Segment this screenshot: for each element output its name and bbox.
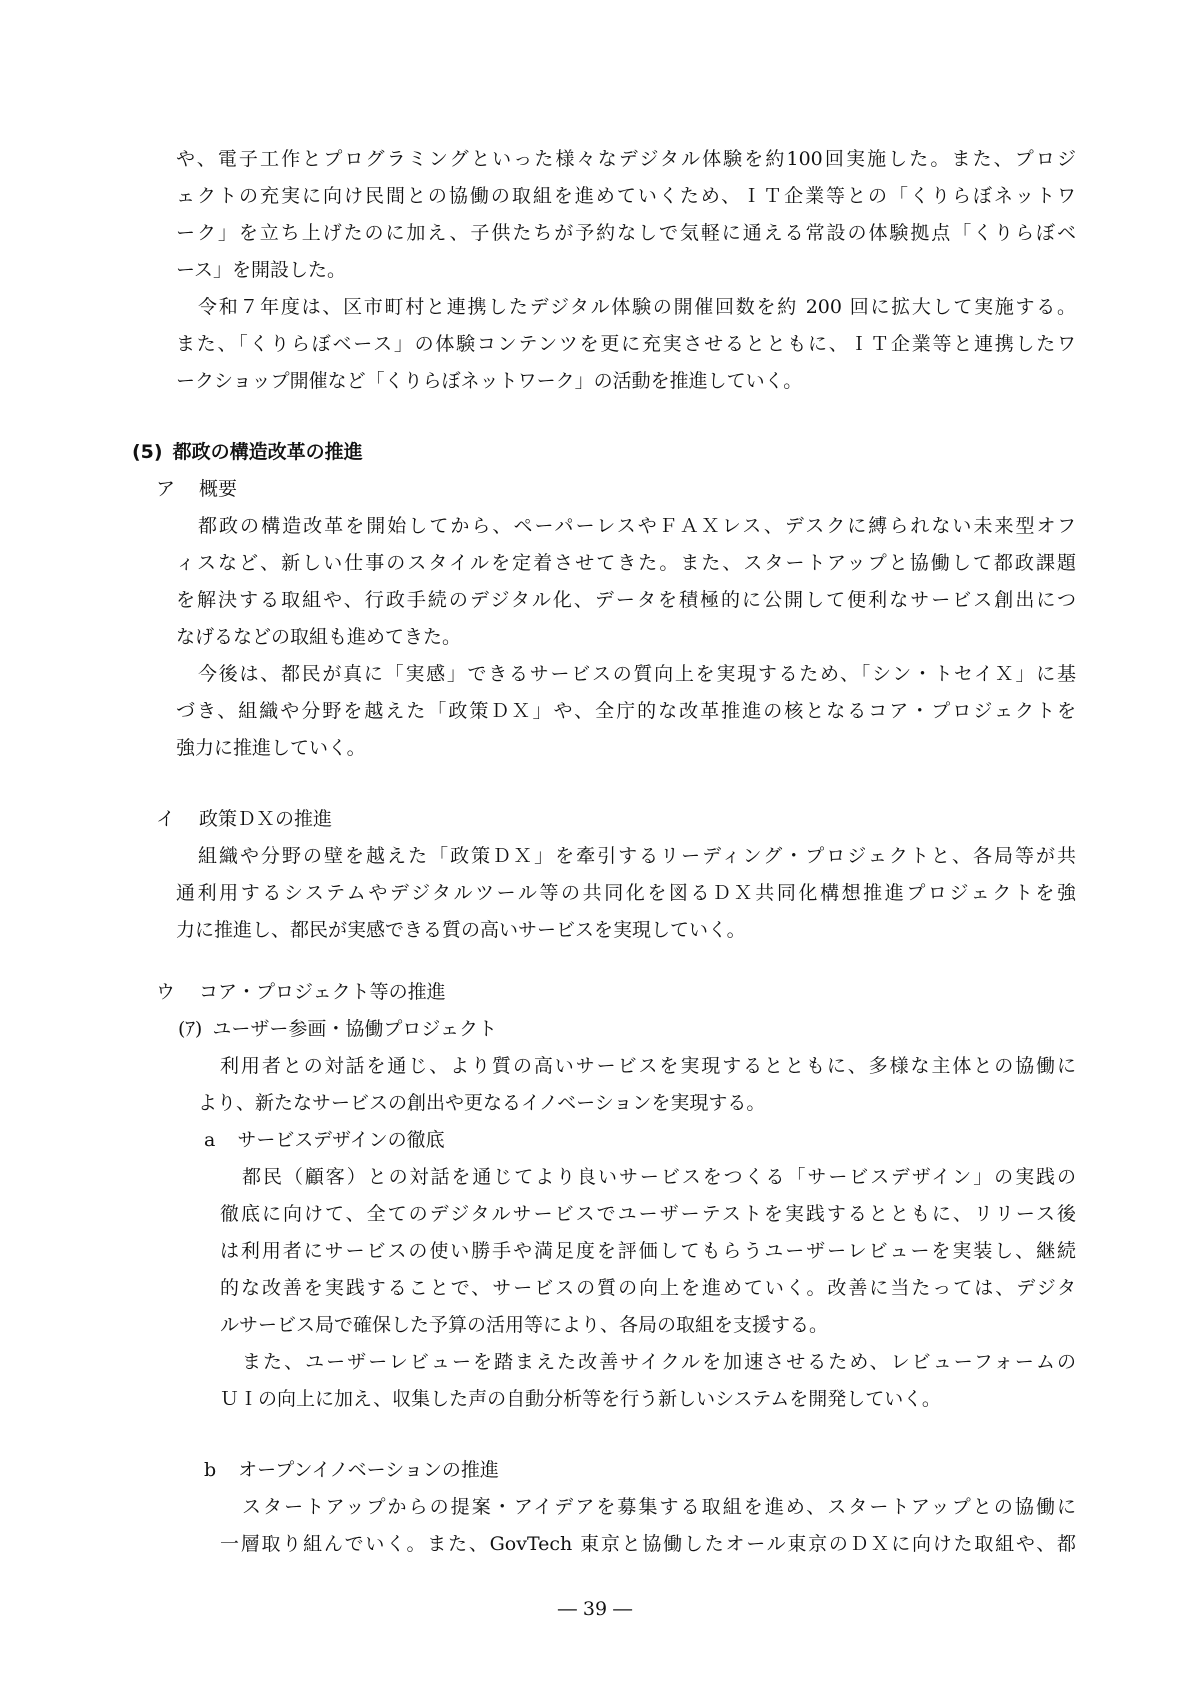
body-text-line: 的な改善を実践することで、サービスの質の向上を進めていく。改善に当たっては、デジタ <box>220 1277 1076 1299</box>
subsection-marker: ア <box>156 478 176 500</box>
body-text-line: 強力に推進していく。 <box>176 737 366 759</box>
subsection-title: 概要 <box>199 478 238 500</box>
section-title: 都政の構造改革の推進 <box>172 441 363 463</box>
body-text-line: 令和７年度は、区市町村と連携したデジタル体験の開催回数を約 200 回に拡大して実施する。 <box>198 296 1076 318</box>
body-text-line: ＵＩの向上に加え、収集した声の自動分析等を行う新しいシステムを開発していく。 <box>220 1388 941 1410</box>
item-marker: (ｱ) <box>178 1018 203 1040</box>
subitem-title: サービスデザインの徹底 <box>237 1129 445 1151</box>
body-text-line: 一層取り組んでいく。また、GovTech 東京と協働したオール東京のＤＸに向けた取組や、都 <box>220 1533 1076 1555</box>
body-text-line: スタートアップからの提案・アイデアを募集する取組を進め、スタートアップとの協働に <box>242 1496 1076 1518</box>
subsection-heading <box>156 980 656 1004</box>
section-number: (5) <box>132 441 163 463</box>
item-title: ユーザー参画・協働プロジェクト <box>212 1018 497 1040</box>
body-text-line: 今後は、都民が真に「実感」できるサービスの質向上を実現するため、「シン・トセイＸ」に基 <box>198 663 1076 685</box>
subitem-marker: a <box>204 1129 216 1151</box>
body-text-line: 都民（顧客）との対話を通じてより良いサービスをつくる「サービスデザイン」の実践の <box>242 1166 1076 1188</box>
body-text-line: は利用者にサービスの使い勝手や満足度を評価してもらうユーザーレビューを実装し、継続 <box>220 1240 1076 1262</box>
page-number: ― 39 ― <box>557 1598 633 1620</box>
body-text-line: ルサービス局で確保した予算の活用等により、各局の取組を支援する。 <box>220 1314 829 1336</box>
body-text-line: また、ユーザーレビューを踏まえた改善サイクルを加速させるため、レビューフォームの <box>242 1351 1076 1373</box>
section-heading <box>132 440 632 464</box>
body-text-line: を解決する取組や、行政手続のデジタル化、データを積極的に公開して便利なサービス創出につ <box>176 589 1076 611</box>
body-text-line: ーク」を立ち上げたのに加え、子供たちが予約なしで気軽に通える常設の体験拠点「くりらぼベ <box>176 222 1076 244</box>
body-text-line: 徹底に向けて、全てのデジタルサービスでユーザーテストを実践するとともに、リリース後 <box>220 1203 1076 1225</box>
subitem-title: オープンイノベーションの推進 <box>238 1459 499 1481</box>
body-text-line: また、「くりらぼベース」の体験コンテンツを更に充実させるとともに、ＩＴ企業等と連携したワ <box>176 333 1076 355</box>
body-text-line: 組織や分野の壁を越えた「政策ＤＸ」を牽引するリーディング・プロジェクトと、各局等が共 <box>198 845 1076 867</box>
subsection-title: 政策ＤＸの推進 <box>199 808 333 830</box>
body-text-line: 通利用するシステムやデジタルツール等の共同化を図るＤＸ共同化構想推進プロジェクトを強 <box>176 882 1076 904</box>
subsection-marker: イ <box>156 808 176 830</box>
body-text-line: なげるなどの取組も進めてきた。 <box>176 626 462 648</box>
body-text-line: ェクトの充実に向け民間との協働の取組を進めていくため、ＩＴ企業等との「くりらぼネットワ <box>176 185 1076 207</box>
subitem-heading <box>204 1128 704 1152</box>
body-text-line: 力に推進し、都民が実感できる質の高いサービスを実現していく。 <box>176 919 746 941</box>
subsection-heading <box>156 807 656 831</box>
body-text-line: や、電子工作とプログラミングといった様々なデジタル体験を約100回実施した。また、プロジ <box>176 148 1076 170</box>
subsection-title: コア・プロジェクト等の推進 <box>199 981 446 1003</box>
body-text-line: ィスなど、新しい仕事のスタイルを定着させてきた。また、スタートアップと協働して都政課題 <box>176 552 1076 574</box>
subsection-marker: ウ <box>156 981 176 1003</box>
body-text-line: 都政の構造改革を開始してから、ペーパーレスやＦＡＸレス、デスクに縛られない未来型オフ <box>198 515 1076 537</box>
body-text-line: 利用者との対話を通じ、より質の高いサービスを実現するとともに、多様な主体との協働に <box>220 1055 1076 1077</box>
body-text-line: ークショップ開催など「くりらぼネットワーク」の活動を推進していく。 <box>176 370 803 392</box>
subitem-marker: b <box>204 1459 217 1481</box>
body-text-line: より、新たなサービスの創出や更なるイノベーションを実現する。 <box>198 1092 766 1114</box>
body-text-line: づき、組織や分野を越えた「政策ＤＸ」や、全庁的な改革推進の核となるコア・プロジェクトを <box>176 700 1076 722</box>
subsection-heading <box>156 477 556 501</box>
item-heading <box>178 1017 678 1041</box>
body-text-line: ース」を開設した。 <box>176 259 347 281</box>
subitem-heading <box>204 1458 704 1482</box>
